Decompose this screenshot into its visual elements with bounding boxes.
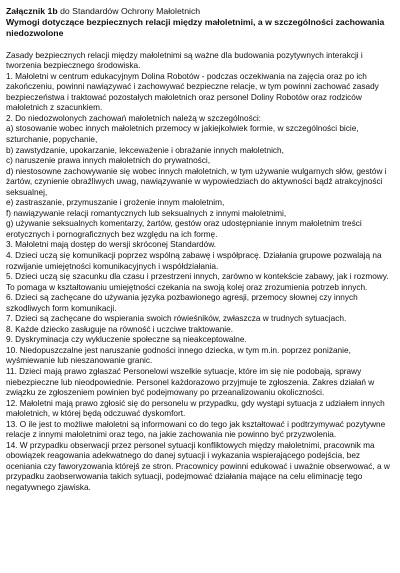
paragraph-2f: f) nawiązywanie relacji romantycznych lub seksualnych z innymi małoletnimi, [6, 208, 287, 218]
document-title-rest: do Standardów Ochrony Małoletnich [57, 6, 201, 16]
paragraph-4: 4. Dzieci uczą się komunikacji poprzez wspólną zabawę i współpracę. Działania grupowe pozwalają na rozwijanie umiejętności komunikacyjnych i współdziałania. [6, 250, 382, 271]
paragraph-2a: a) stosowanie wobec innych małoletnich przemocy w jakiejkolwiek formie, w szczególności bicie, szturchanie, popychanie, [6, 124, 359, 144]
paragraph-7: 7. Dzieci są zachęcane do wspierania swoich rówieśników, zwłaszcza w trudnych sytuacjach. [6, 314, 347, 324]
document-title-bold: Załącznik 1b [6, 6, 58, 16]
paragraph-12: 12. Małoletni mają prawo zgłosić się do personelu w przypadku, gdy wystąpi sytuacja z udziałem innych małoletnich, w której będą odczuwać dyskomfort. [6, 398, 385, 419]
paragraph-5: 5. Dzieci uczą się szacunku dla czasu i przestrzeni innych, zarówno w kontekście zabawy, jak i rozmowy. To pomaga w kształtowaniu umiejętności czekania na swoją kolej oraz zrozumienia potrzeb innych. [6, 272, 389, 292]
paragraph-8: 8. Każde dziecko zasługuje na równość i uczciwe traktowanie. [6, 324, 233, 334]
paragraph-6: 6. Dzieci są zachęcane do używania języka pozbawionego agresji, przemocy słownej czy innych szkodliwych form komunikacji. [6, 293, 358, 313]
paragraph-10: 10. Niedopuszczalne jest naruszanie godności innego dziecka, w tym m.in. poprzez poniżanie, wyśmiewanie lub nieszanowanie granic. [6, 345, 351, 366]
intro-paragraph: Zasady bezpiecznych relacji między małoletnimi są ważne dla budowania pozytywnych interakcji i tworzenia bezpiecznego środowiska. [6, 50, 363, 71]
paragraph-2b: b) zawstydzanie, upokarzanie, lekceważenie i obrażanie innych małoletnich, [6, 145, 284, 155]
paragraph-2c: c) naruszenie prawa innych małoletnich do prywatności, [6, 156, 211, 166]
paragraph-9: 9. Dyskryminacja czy wykluczenie społeczne są nieakceptowalne. [6, 335, 247, 345]
paragraph-2: 2. Do niedozwolonych zachowań małoletnich należą w szczególności: [6, 113, 261, 123]
paragraph-14: 14. W przypadku obserwacji przez personel sytuacji konfliktowych między małoletnimi, pracownik ma obowiązek reagowania adekwatnego do danej sytuacji i wykazania wspierającego podejścia, bez oceniania czy faworyzowania którejś ze stron. Pracownicy powinni edukować i uważnie obserwować, a w przypadku zaobserwowania takich sytuacji, podejmować działania mające na celu eliminację tego negatywnego zjawiska. [6, 440, 390, 493]
document-title [6, 6, 393, 17]
paragraph-2d: d) niestosowne zachowywanie się wobec innych małoletnich, w tym używanie wulgarnych słów, gestów i żartów, czynienie obraźliwych uwag, nawiązywanie w wypowiedziach do aktywności bądź atrakcyjności seksualnej, [6, 166, 387, 197]
paragraph-3: 3. Małoletni mają dostęp do wersji skróconej Standardów. [6, 240, 217, 250]
paragraph-11: 11. Dzieci mają prawo zgłaszać Personelowi wszelkie sytuacje, które im się nie podobają, sprawy niebezpieczne lub nieodpowiednie. Personel każdorazowo przyjmuje te zgłoszenia. Zakres działań w związku ze zgłoszeniem powinien być podejmowany po przeanalizowaniu okoliczności. [6, 367, 375, 398]
paragraph-13: 13. O ile jest to możliwe małoletni są informowani co do tego jak kształtować i podtrzymywać pozytywne relacje z innymi małoletnimi oraz tego, na jakie zachowania nie powinno być przyzwolenia. [6, 419, 386, 440]
paragraph-2e: e) zastraszanie, przymuszanie i grożenie innym małoletnim, [6, 198, 225, 208]
paragraph-1: 1. Małoletni w centrum edukacyjnym Dolina Robotów - podczas oczekiwania na zajęcia oraz po ich zakończeniu, powinni nawiązywać i zachowywać bezpieczne relacje, w tym powinni zachować zasady bezpieczeństwa i traktować pozostałych małoletnich oraz personel Doliny Robotów oraz rodziców małoletnich z szacunkiem. [6, 71, 379, 113]
paragraph-2g: g) używanie seksualnych komentarzy, żartów, gestów oraz udostępnianie innym małoletnim treści erotycznych i pornograficznych bez względu na ich formę. [6, 219, 362, 239]
document-subtitle: Wymogi dotyczące bezpiecznych relacji między małoletnimi, a w szczególności zachowania niedozwolone [6, 16, 385, 38]
